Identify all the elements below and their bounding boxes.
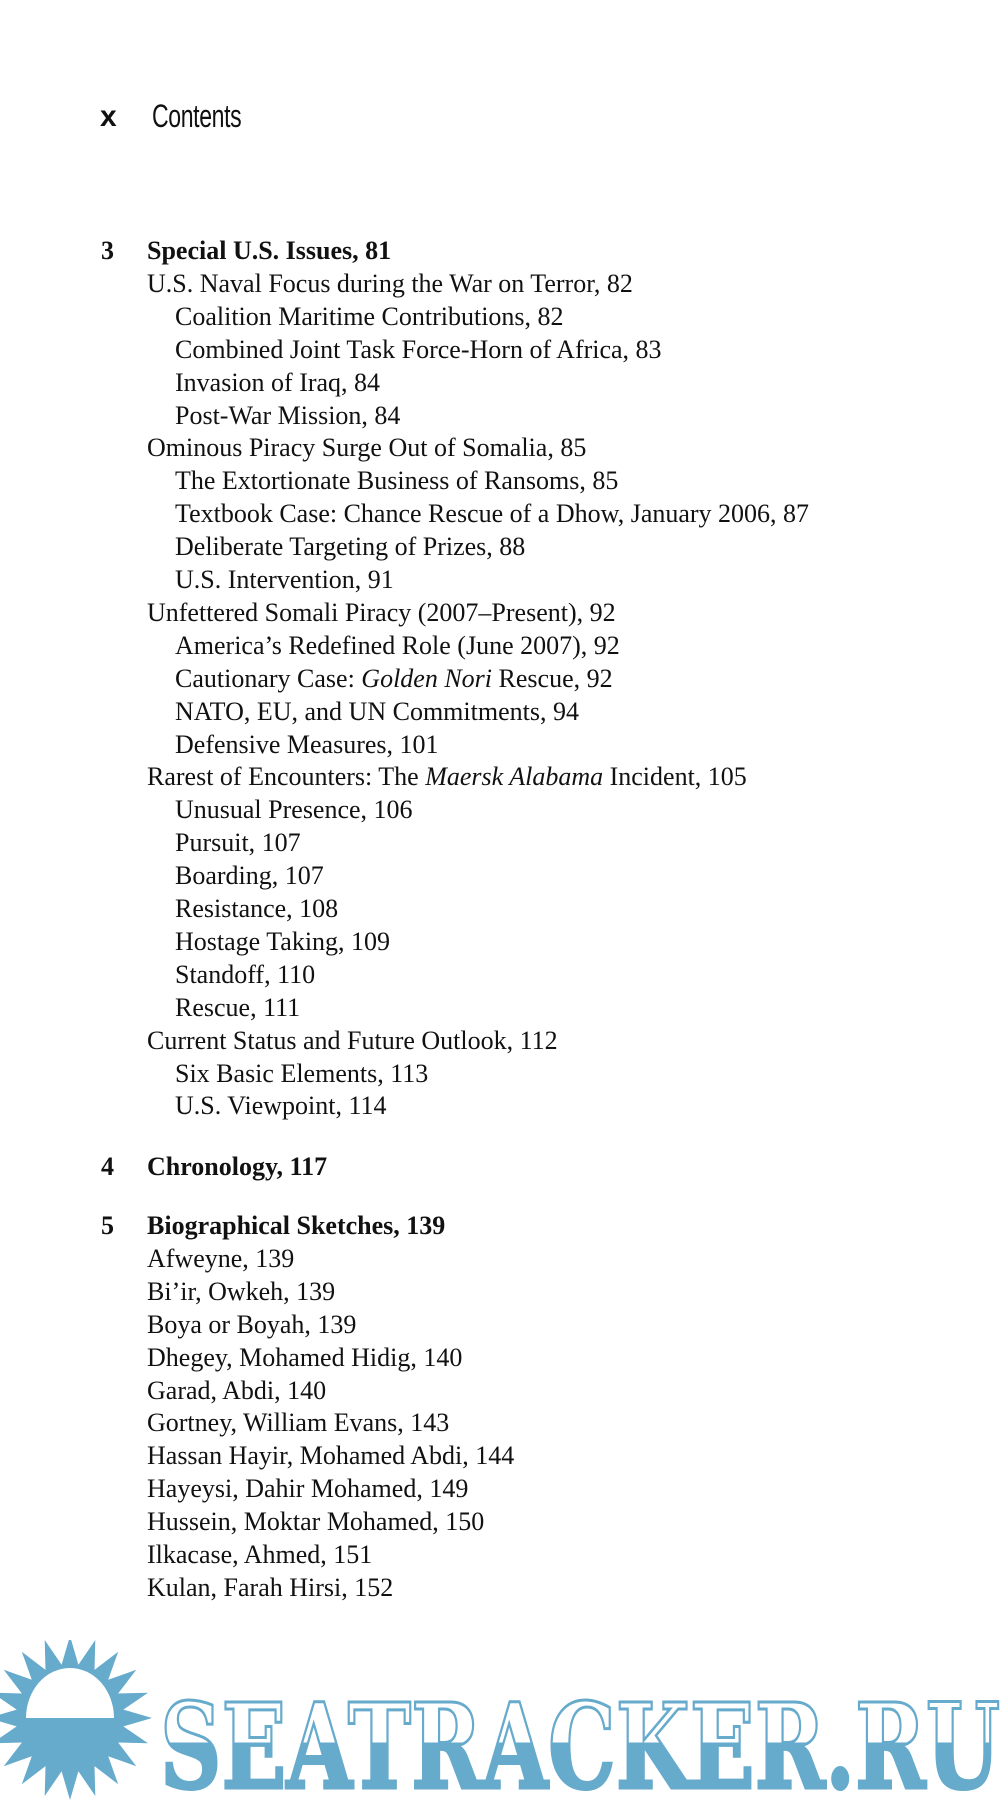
toc-subsection-entry[interactable] bbox=[175, 1057, 428, 1090]
toc-section-entry[interactable] bbox=[147, 1505, 484, 1538]
toc-subsection-entry[interactable] bbox=[175, 695, 579, 728]
toc-section-entry[interactable] bbox=[147, 267, 633, 300]
page-number: x bbox=[100, 100, 117, 133]
entry-text: Deliberate Targeting of Prizes, 88 bbox=[175, 532, 526, 562]
toc-subsection-entry[interactable] bbox=[175, 497, 809, 530]
toc-subsection-entry[interactable] bbox=[175, 925, 390, 958]
entry-text: Bi’ir, Owkeh, 139 bbox=[147, 1276, 336, 1306]
entry-text: Current Status and Future Outlook, 112 bbox=[147, 1025, 558, 1055]
sun-icon bbox=[0, 1640, 152, 1800]
toc-section-entry[interactable] bbox=[147, 1439, 514, 1472]
toc-subsection-entry[interactable] bbox=[175, 399, 400, 432]
entry-text: Post-War Mission, 84 bbox=[175, 400, 401, 430]
entry-text: Hayeysi, Dahir Mohamed, 149 bbox=[147, 1474, 469, 1504]
toc-subsection-entry[interactable] bbox=[175, 629, 620, 662]
watermark-text: SEATRACKER.RU bbox=[160, 1677, 1000, 1816]
chapter-number: 3 bbox=[101, 236, 114, 265]
entry-text: U.S. Intervention, 91 bbox=[175, 565, 394, 594]
chapter-title[interactable]: Chronology, 117 bbox=[147, 1152, 328, 1181]
toc-section-entry[interactable] bbox=[147, 1341, 462, 1374]
toc-subsection-entry[interactable] bbox=[175, 366, 380, 399]
entry-text: Ominous Piracy Surge Out of Somalia, 85 bbox=[147, 433, 587, 463]
entry-text: NATO, EU, and UN Commitments, 94 bbox=[175, 696, 579, 726]
entry-text: Combined Joint Task Force-Horn of Africa, 83 bbox=[175, 334, 662, 364]
seatracker-watermark-logo bbox=[0, 1640, 1008, 1816]
entry-text: Coalition Maritime Contributions, 82 bbox=[175, 301, 564, 331]
toc-subsection-entry[interactable] bbox=[175, 859, 324, 892]
toc-section-entry[interactable] bbox=[147, 760, 747, 793]
toc-subsection-entry[interactable] bbox=[175, 826, 301, 859]
toc-section-entry[interactable] bbox=[147, 1275, 335, 1308]
entry-text: Dhegey, Mohamed Hidig, 140 bbox=[147, 1342, 463, 1372]
entry-text: Rescue, 92 bbox=[492, 663, 613, 693]
entry-text: Six Basic Elements, 113 bbox=[175, 1058, 429, 1088]
entry-text: Hussein, Moktar Mohamed, 150 bbox=[147, 1507, 485, 1537]
toc-subsection-entry[interactable] bbox=[175, 793, 413, 826]
toc-subsection-entry[interactable] bbox=[175, 464, 618, 497]
chapter-number: 5 bbox=[101, 1211, 114, 1240]
entry-text: Unusual Presence, 106 bbox=[175, 795, 413, 825]
toc-section-entry[interactable] bbox=[147, 1406, 449, 1439]
toc-section-entry[interactable] bbox=[147, 1472, 468, 1505]
entry-text: Resistance, 108 bbox=[175, 894, 339, 923]
toc-subsection-entry[interactable] bbox=[175, 892, 338, 925]
toc-section-entry[interactable] bbox=[147, 1538, 372, 1571]
entry-text: Kulan, Farah Hirsi, 152 bbox=[147, 1572, 394, 1602]
chapter-title[interactable]: Special U.S. Issues, 81 bbox=[147, 236, 392, 265]
entry-text: Rescue, 111 bbox=[175, 992, 301, 1022]
entry-text: Boarding, 107 bbox=[175, 861, 324, 891]
entry-text: Afweyne, 139 bbox=[147, 1243, 295, 1273]
toc-subsection-entry[interactable] bbox=[175, 333, 662, 366]
entry-italic-title: Maersk Alabama bbox=[425, 762, 604, 792]
entry-text: Invasion of Iraq, 84 bbox=[175, 367, 381, 397]
toc-subsection-entry[interactable] bbox=[175, 991, 300, 1024]
entry-italic-title: Golden Nori bbox=[361, 663, 493, 693]
entry-text: Garad, Abdi, 140 bbox=[147, 1375, 327, 1405]
toc-subsection-entry[interactable] bbox=[175, 1089, 387, 1122]
toc-subsection-entry[interactable] bbox=[175, 958, 315, 991]
entry-text: Cautionary Case: bbox=[175, 663, 362, 693]
toc-section-entry[interactable] bbox=[147, 1242, 294, 1275]
entry-text: Rarest of Encounters: The bbox=[147, 762, 426, 792]
toc-section-entry[interactable] bbox=[147, 1374, 326, 1407]
entry-text: Pursuit, 107 bbox=[175, 828, 301, 858]
toc-section-entry[interactable] bbox=[147, 1571, 393, 1604]
toc-section-entry[interactable] bbox=[147, 431, 586, 464]
toc-section-entry[interactable] bbox=[147, 596, 616, 629]
chapter-title[interactable]: Biographical Sketches, 139 bbox=[147, 1211, 446, 1240]
entry-text: Incident, 105 bbox=[603, 762, 747, 792]
entry-text: Defensive Measures, 101 bbox=[175, 729, 439, 759]
entry-text: Gortney, William Evans, 143 bbox=[147, 1408, 450, 1438]
running-header-title: Contents bbox=[152, 98, 242, 134]
toc-section-entry[interactable] bbox=[147, 1024, 558, 1057]
entry-text: Hostage Taking, 109 bbox=[175, 926, 391, 956]
entry-text: Hassan Hayir, Mohamed Abdi, 144 bbox=[147, 1441, 515, 1471]
entry-text: U.S. Viewpoint, 114 bbox=[175, 1091, 387, 1121]
entry-text: Standoff, 110 bbox=[175, 959, 316, 989]
toc-subsection-entry[interactable] bbox=[175, 728, 439, 761]
toc-subsection-entry[interactable] bbox=[175, 530, 525, 563]
toc-subsection-entry[interactable] bbox=[175, 662, 613, 695]
toc-subsection-entry[interactable] bbox=[175, 563, 394, 596]
entry-text: Textbook Case: Chance Rescue of a Dhow, January 2006, 87 bbox=[175, 499, 810, 529]
entry-text: America’s Redefined Role (June 2007), 92 bbox=[175, 630, 620, 660]
toc-subsection-entry[interactable] bbox=[175, 300, 564, 333]
entry-text: The Extortionate Business of Ransoms, 85 bbox=[175, 466, 619, 496]
entry-text: Unfettered Somali Piracy (2007–Present), 92 bbox=[147, 597, 616, 627]
entry-text: Boya or Boyah, 139 bbox=[147, 1309, 357, 1339]
entry-text: U.S. Naval Focus during the War on Terror, 82 bbox=[147, 268, 633, 298]
entry-text: Ilkacase, Ahmed, 151 bbox=[147, 1540, 373, 1569]
chapter-number: 4 bbox=[101, 1152, 114, 1181]
toc-section-entry[interactable] bbox=[147, 1308, 356, 1341]
